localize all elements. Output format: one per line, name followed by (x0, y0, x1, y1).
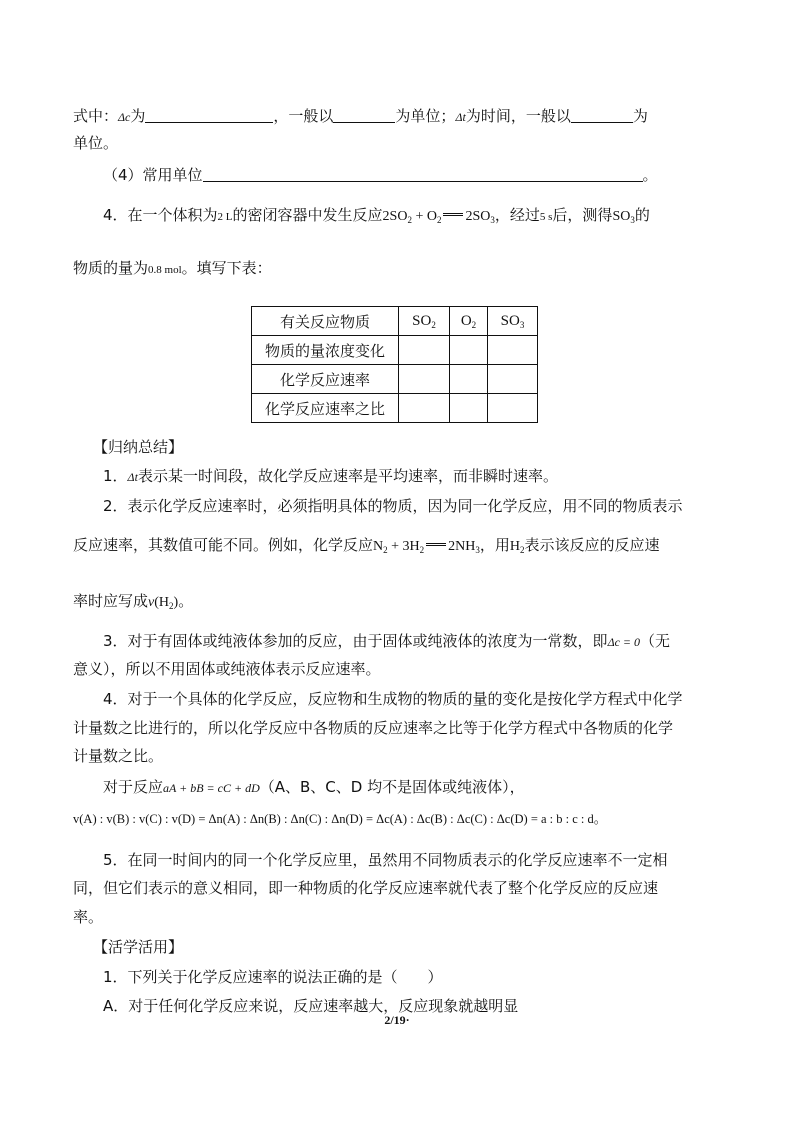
table-cell-blank[interactable] (488, 394, 538, 423)
summary-point-4a: 4．对于一个具体的化学反应，反应物和生成物的物质的量的变化是按化学方程式中化学 (103, 690, 683, 708)
summary-point-2c: 率时应写成$v(H_2)$。 (73, 592, 194, 611)
table-header-row (252, 307, 538, 336)
blank-3 (571, 108, 633, 123)
summary-point-4b: 计量数之比进行的，所以化学反应中各物质的反应速率之比等于化学方程式中各物质的化学 (73, 719, 674, 737)
table-cell-blank[interactable] (399, 365, 450, 394)
practice-question-1: 1．下列关于化学反应速率的说法正确的是（ ） (103, 968, 443, 986)
summary-point-4d: 对于反应aA + bB = cC + dD（A、B、C、D 均不是固体或纯液体）， (103, 778, 525, 796)
rate-ratio-formula: v(A) : v(B) : v(C) : v(D) = Δn(A) : Δn(B) : Δn(C) : Δn(D) = Δc(A) : Δc(B) : Δc(C) : Δc(D) = a : b : c : d。 (73, 812, 607, 827)
nh3-equation: $N_2 + 3H_2$ $2NH_3$ (373, 539, 480, 555)
table-cell-blank[interactable] (450, 365, 488, 394)
table-cell-blank[interactable] (450, 336, 488, 365)
practice-option-a[interactable]: A．对于任何化学反应来说，反应速率越大，反应现象就越明显 (103, 997, 519, 1015)
table-cell-blank[interactable] (488, 365, 538, 394)
table-header-so2: $SO_2$ (399, 307, 450, 336)
summary-point-5c: 率。 (73, 908, 104, 926)
table-cell-blank[interactable] (399, 336, 450, 365)
blank-1 (145, 108, 273, 123)
summary-point-5a: 5．在同一时间内的同一个化学反应里，虽然用不同物质表示的化学反应速率不一定相 (103, 851, 668, 869)
summary-point-2b: 反应速率，其数值可能不同。例如，化学反应$N_2 + 3H_2$ $2NH_3$，用$H_2$表示该反应的反应速 (73, 536, 660, 555)
table-row: 物质的量浓度变化 (252, 336, 538, 365)
summary-point-1: 1．Δt表示某一时间段，故化学反应速率是平均速率，而非瞬时速率。 (103, 467, 558, 485)
summary-point-5b: 同，但它们表示的意义相同，即一种物质的化学反应速率就代表了整个化学反应的反应速 (73, 879, 659, 897)
line-moles: 物质的量为0.8 mol。填写下表： (73, 259, 272, 277)
summary-point-3b: 意义），所以不用固体或纯液体表示反应速率。 (73, 660, 381, 678)
reaction-table (251, 306, 538, 423)
table-cell-blank[interactable] (450, 394, 488, 423)
table-cell-blank[interactable] (488, 336, 538, 365)
summary-title: 【归纳总结】 (93, 438, 184, 456)
line-unit: 单位。 (73, 134, 119, 152)
summary-point-2a: 2．表示化学反应速率时，必须指明具体的物质，因为同一化学反应，用不同的物质表示 (103, 497, 683, 515)
summary-point-3a: 3．对于有固体或纯液体参加的反应，由于固体或纯液体的浓度为一常数，即Δc = 0（无 (103, 632, 671, 650)
practice-title: 【活学活用】 (93, 938, 184, 956)
reaction-equation: $2SO_2 + O_2$ $2SO_3$ (382, 209, 495, 225)
page-number: 2/19· (384, 1013, 410, 1027)
table-row: 化学反应速率 (252, 365, 538, 394)
line-common-unit: （4）常用单位 。 (103, 166, 658, 184)
blank-2 (333, 108, 395, 123)
blank-4 (203, 167, 643, 182)
table-header-so3: $SO_3$ (488, 307, 538, 336)
summary-point-4c: 计量数之比。 (73, 747, 164, 765)
line-definition: 式中：Δc为 ，一般以 为单位；Δt为时间，一般以 为 (73, 107, 648, 125)
table-header-o2: $O_2$ (450, 307, 488, 336)
line-question-4: 4．在一个体积为2 L的密闭容器中发生反应$2SO_2 + O_2$ $2SO_3$，经过5 s后，测得$SO_3$的 (103, 206, 650, 225)
table-row: 化学反应速率之比 (252, 394, 538, 423)
table-cell-blank[interactable] (399, 394, 450, 423)
table-header-cell: 有关反应物质 (252, 307, 399, 336)
